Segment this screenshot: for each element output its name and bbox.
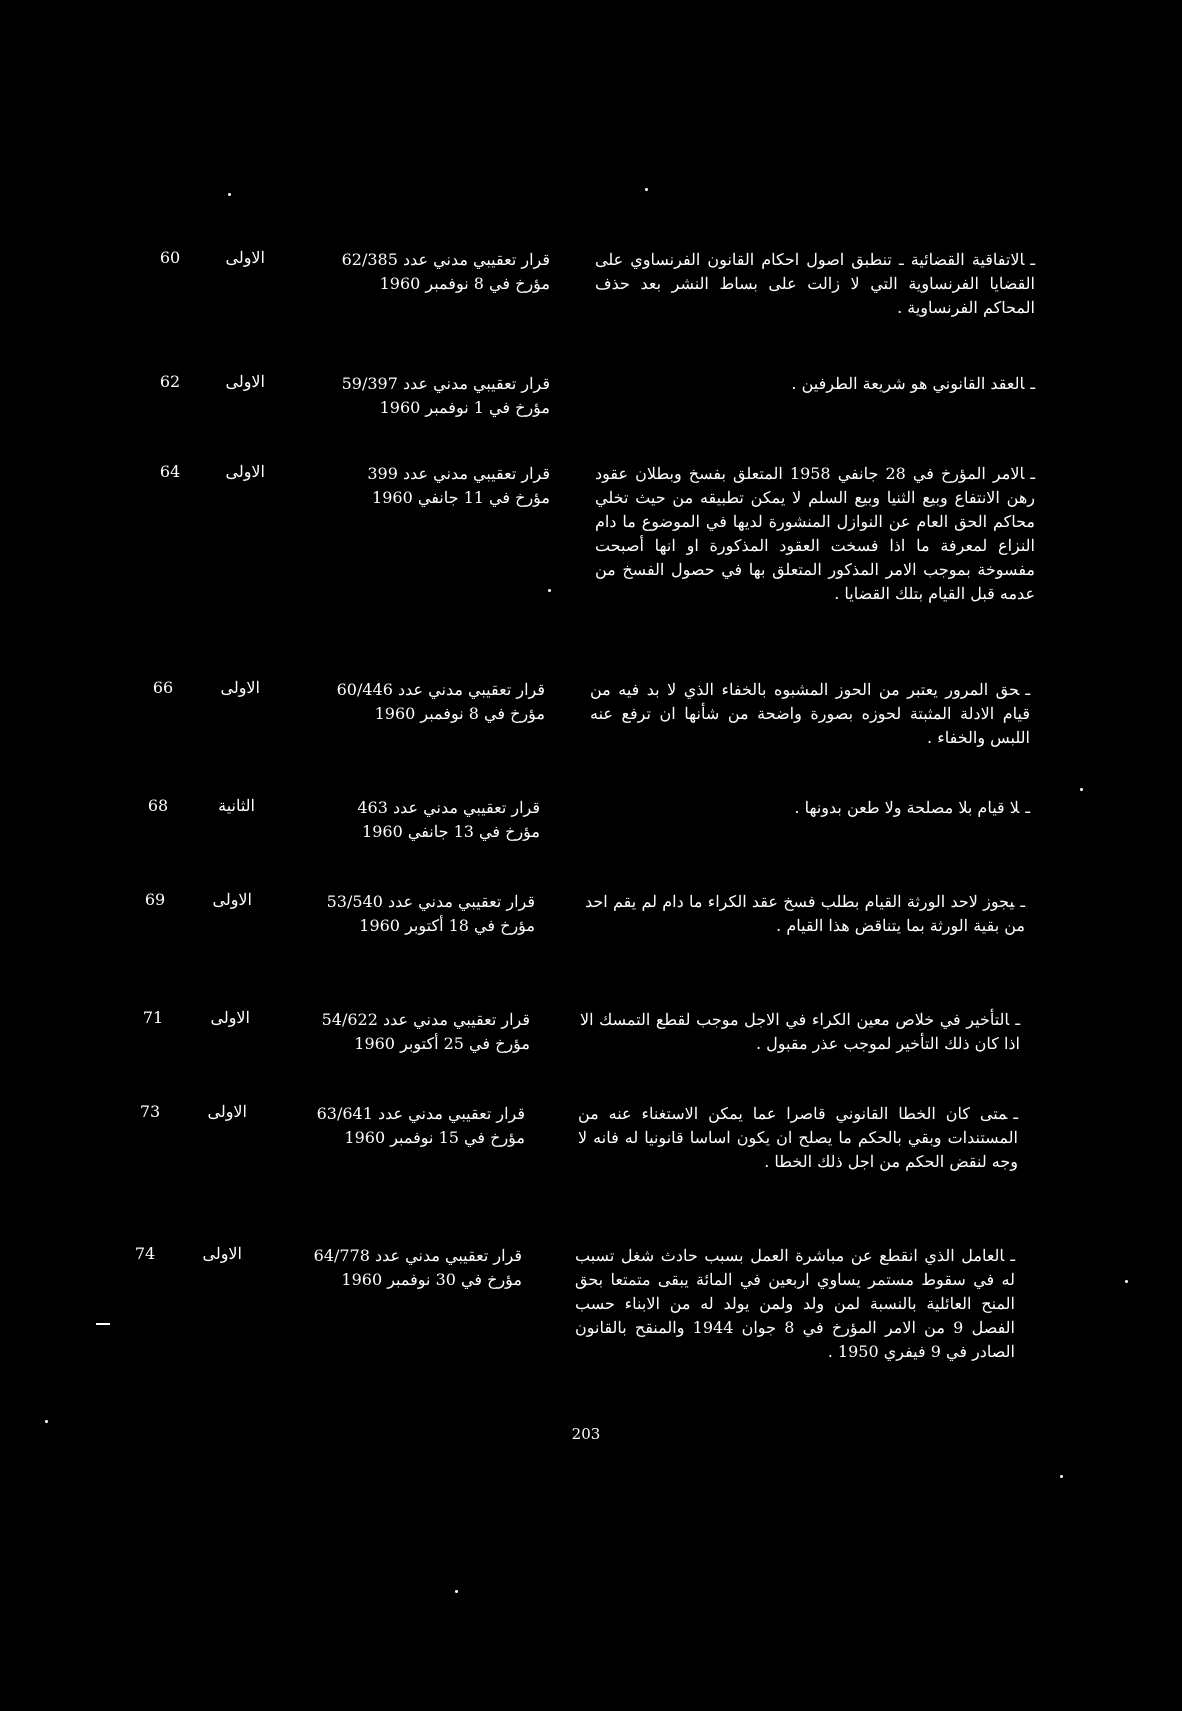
summary-text: حق المرور يعتبر من الحوز المشبوه بالخفاء الذي لا بد فيه من قيام الادلة المثبتة لحوزه بصورة واضحة من شأنها ان ترفع عنه اللبس والخفاء . [590,680,1030,747]
scan-speck [1080,788,1083,791]
scan-speck [645,188,648,191]
summary-text: الاتفاقية القضائية ـ تنطبق اصول احكام القانون الفرنساوي على القضايا الفرنساوية التي لا زالت على بساط النشر بعد حذف المحاكم الفرنساوية . [595,250,1035,317]
decision-number: قرار تعقيبي مدني عدد 62/385 [341,250,550,269]
decision-reference [265,1102,525,1150]
decision-date: مؤرخ في 30 نوفمبر 1960 [341,1270,522,1289]
summary-text: متى كان الخطا القانوني قاصرا عما يمكن الاستغناء عنه من المستندات وبقي بالحكم ما يصلح ان يكون اساسا قانونيا له فانه لا وجه لنقض الحكم من اجل ذلك الخطا . [578,1104,1018,1171]
decision-date: مؤرخ في 15 نوفمبر 1960 [344,1128,525,1147]
decision-reference [270,1008,530,1056]
ruling-summary: ـالامر المؤرخ في 28 جانفي 1958 المتعلق بفسخ وبطلان عقود رهن الانتفاع وبيع الثنيا وبيع السلم لا يمكن تطبيقه من حيث تخلي محاكم الحق العام عن النوازل المنشورة لديها في الموضوع ما دام النزاع لمعرفة ما اذا فسخت العقود المذكورة او انها أصبحت مفسوخة بموجب الامر المذكور المتعلق بها في حصول الفسخ من عدمه قبل القيام بتلك القضايا . [595,464,1036,603]
ruling-summary: ـالعامل الذي انقطع عن مباشرة العمل بسبب حادث شغل تسبب له في سقوط مستمر يساوي اربعين في المائة يبقى متمتعا بحق المنح العائلية بالنسبة لمن ولد ولمن يولد له من الابناء حسب الفصل 9 من الامر المؤرخ في 8 جوان 1944 والمنقح بالقانون الصادر في 9 فيفري 1950 . [575,1246,1015,1361]
page-number: 203 [571,1425,601,1443]
summary-text: لا قيام بلا مصلحة ولا طعن بدونها . [794,798,1020,817]
ruling-summary: ـيجوز لاحد الورثة القيام بطلب فسخ عقد الكراء ما دام لم يقم احد من بقية الورثة بما يتناقض هذا القيام . [585,892,1025,935]
scan-speck [1060,1475,1063,1478]
decision-date: مؤرخ في 18 أكتوبر 1960 [359,916,535,935]
page-reference: 74 [134,1244,156,1263]
page-reference: 73 [139,1102,161,1121]
chamber-label: الاولى [225,462,265,481]
decision-date: مؤرخ في 8 نوفمبر 1960 [374,704,545,723]
decision-number: قرار تعقيبي مدني عدد 63/641 [316,1104,525,1123]
decision-reference [290,462,550,510]
ruling-summary: ـالعقد القانوني هو شريعة الطرفين . [791,374,1035,393]
decision-number: قرار تعقيبي مدني عدد 59/397 [341,374,550,393]
ruling-summary: ـالاتفاقية القضائية ـ تنطبق اصول احكام القانون الفرنساوي على القضايا الفرنساوية التي لا زالت على بساط النشر بعد حذف المحاكم الفرنساوية . [595,250,1035,317]
decision-number: قرار تعقيبي مدني عدد 60/446 [336,680,545,699]
page-reference: 64 [159,462,181,481]
summary-text: يجوز لاحد الورثة القيام بطلب فسخ عقد الكراء ما دام لم يقم احد من بقية الورثة بما يتناقض هذا القيام . [585,892,1025,935]
scan-speck [45,1420,48,1423]
page-reference: 66 [152,678,174,697]
summary-text: العامل الذي انقطع عن مباشرة العمل بسبب حادث شغل تسبب له في سقوط مستمر يساوي اربعين في المائة يبقى متمتعا بحق المنح العائلية بالنسبة لمن ولد ولمن يولد له من الابناء حسب الفصل 9 من الامر المؤرخ في 8 جوان 1944 والمنقح بالقانون الصادر في 9 فيفري 1950 . [575,1246,1015,1361]
page-reference: 60 [159,248,181,267]
ruling-summary: ـحق المرور يعتبر من الحوز المشبوه بالخفاء الذي لا بد فيه من قيام الادلة المثبتة لحوزه بصورة واضحة من شأنها ان ترفع عنه اللبس والخفاء . [590,680,1030,747]
decision-number: قرار تعقيبي مدني عدد 399 [367,464,550,483]
decision-number: قرار تعقيبي مدني عدد 64/778 [313,1246,522,1265]
decision-reference [285,678,545,726]
page-reference: 69 [144,890,166,909]
decision-reference [290,248,550,296]
chamber-label: الاولى [220,678,260,697]
scan-speck [96,1323,110,1325]
decision-date: مؤرخ في 13 جانفي 1960 [362,822,540,841]
decision-number: قرار تعقيبي مدني عدد 53/540 [326,892,535,911]
decision-number: قرار تعقيبي مدني عدد 54/622 [321,1010,530,1029]
decision-date: مؤرخ في 11 جانفي 1960 [372,488,550,507]
decision-reference [290,372,550,420]
scan-speck [1125,1280,1128,1283]
scan-speck [455,1590,458,1593]
chamber-label: الاولى [202,1244,242,1263]
page-reference: 71 [142,1008,164,1027]
decision-date: مؤرخ في 8 نوفمبر 1960 [379,274,550,293]
decision-date: مؤرخ في 1 نوفمبر 1960 [379,398,550,417]
ruling-summary: ـلا قيام بلا مصلحة ولا طعن بدونها . [794,798,1030,817]
decision-reference [262,1244,522,1292]
decision-reference [280,796,540,844]
ruling-summary: ـمتى كان الخطا القانوني قاصرا عما يمكن الاستغناء عنه من المستندات وبقي بالحكم ما يصلح ان يكون اساسا قانونيا له فانه لا وجه لنقض الحكم من اجل ذلك الخطا . [578,1104,1018,1171]
chamber-label: الاولى [210,1008,250,1027]
page-reference: 62 [159,372,181,391]
chamber-label: الاولى [225,248,265,267]
chamber-label: الثانية [218,796,255,815]
chamber-label: الاولى [207,1102,247,1121]
decision-reference [275,890,535,938]
summary-text: التأخير في خلاص معين الكراء في الاجل موجب لقطع التمسك الا اذا كان ذلك التأخير لموجب عذر مقبول . [580,1010,1020,1053]
decision-date: مؤرخ في 25 أكتوبر 1960 [354,1034,530,1053]
chamber-label: الاولى [225,372,265,391]
page-reference: 68 [147,796,169,815]
scan-speck [548,589,551,592]
scan-speck [228,193,231,196]
summary-text: الامر المؤرخ في 28 جانفي 1958 المتعلق بفسخ وبطلان عقود رهن الانتفاع وبيع الثنيا وبيع السلم لا يمكن تطبيقه من حيث تخلي محاكم الحق العام عن النوازل المنشورة لديها في الموضوع ما دام النزاع لمعرفة ما اذا فسخت العقود المذكورة او انها أصبحت مفسوخة بموجب الامر المذكور المتعلق بها في حصول الفسخ من عدمه قبل القيام بتلك القضايا . [595,464,1035,603]
summary-text: العقد القانوني هو شريعة الطرفين . [791,374,1025,393]
chamber-label: الاولى [212,890,252,909]
decision-number: قرار تعقيبي مدني عدد 463 [357,798,540,817]
ruling-summary: ـالتأخير في خلاص معين الكراء في الاجل موجب لقطع التمسك الا اذا كان ذلك التأخير لموجب عذر مقبول . [580,1010,1020,1053]
